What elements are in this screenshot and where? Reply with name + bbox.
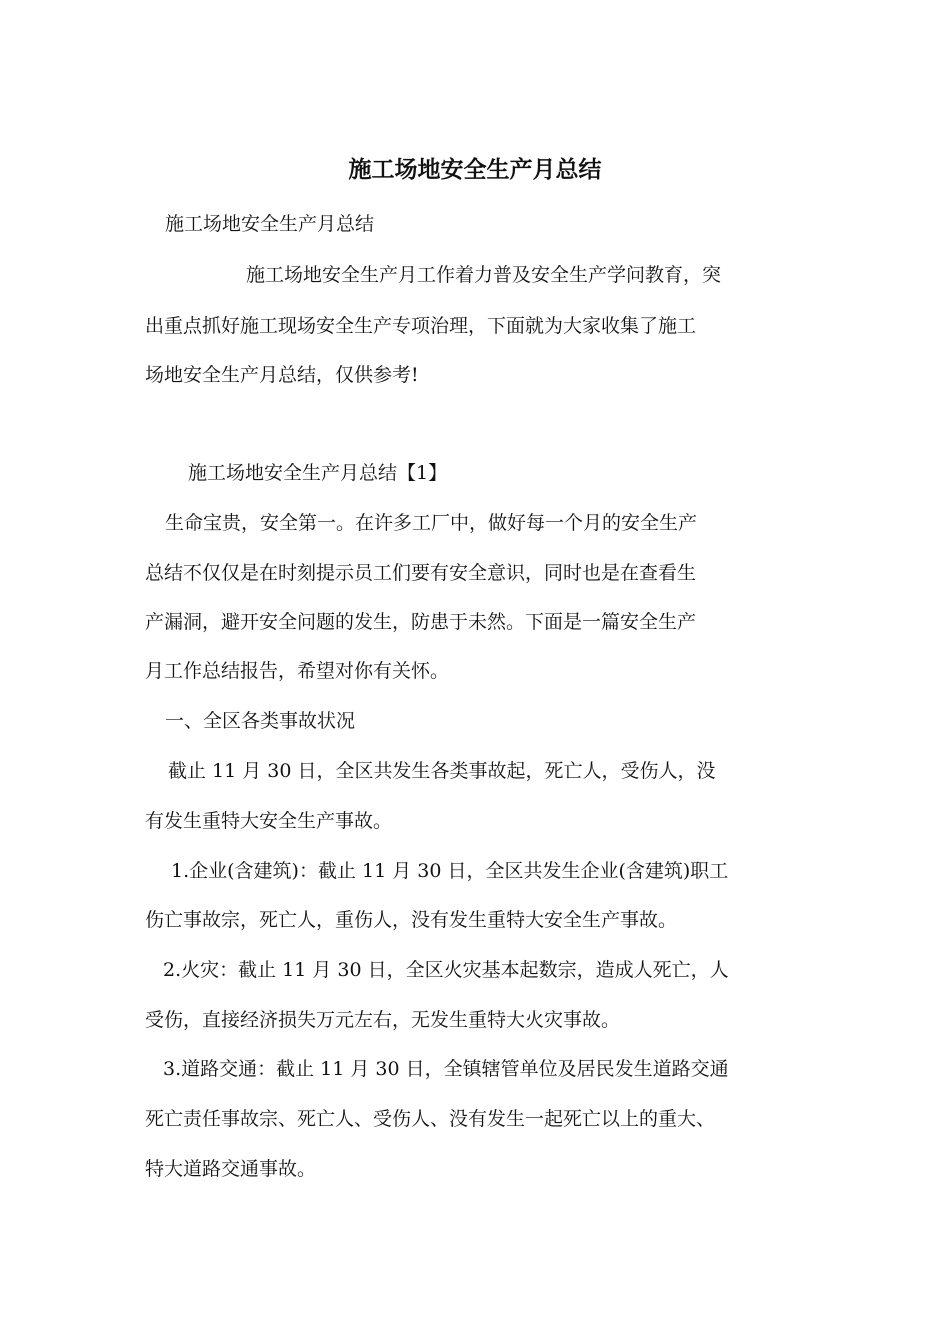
list-item-line: 受伤，直接经济损失万元左右，无发生重特大火灾事故。 <box>145 1009 621 1031</box>
intro-line: 场地安全生产月总结，仅供参考! <box>145 364 419 386</box>
paragraph-line: 产漏洞，避开安全问题的发生，防患于未然。下面是一篇安全生产 <box>145 611 697 633</box>
paragraph-line: 月工作总结报告，希望对你有关怀。 <box>145 660 450 682</box>
list-item-line: 3.道路交通：截止 11 月 30 日，全镇辖管单位及居民发生道路交通 <box>163 1058 729 1080</box>
list-item-line: 伤亡事故宗，死亡人，重伤人，没有发生重特大安全生产事故。 <box>145 909 678 931</box>
list-item-line: 特大道路交通事故。 <box>145 1158 317 1180</box>
intro-line: 施工场地安全生产月工作着力普及安全生产学问教育，突 <box>246 264 722 286</box>
paragraph-line: 有发生重特大安全生产事故。 <box>145 810 393 832</box>
list-item-line: 1.企业(含建筑)：截止 11 月 30 日，全区共发生企业(含建筑)职工 <box>171 860 729 882</box>
document-subtitle: 施工场地安全生产月总结 <box>165 213 375 235</box>
paragraph-line: 截止 11 月 30 日，全区共发生各类事故起，死亡人，受伤人，没 <box>168 760 716 782</box>
list-item-line: 死亡责任事故宗、死亡人、受伤人、没有发生一起死亡以上的重大、 <box>145 1108 716 1130</box>
paragraph-line: 生命宝贵，安全第一。在许多工厂中，做好每一个月的安全生产 <box>165 512 698 534</box>
section-heading: 施工场地安全生产月总结【1】 <box>188 462 448 484</box>
subsection-heading: 一、全区各类事故状况 <box>165 710 356 732</box>
paragraph-line: 总结不仅仅是在时刻提示员工们要有安全意识，同时也是在查看生 <box>145 562 697 584</box>
document-title: 施工场地安全生产月总结 <box>348 156 602 183</box>
list-item-line: 2.火灾：截止 11 月 30 日，全区火灾基本起数宗，造成人死亡，人 <box>163 959 729 981</box>
intro-line: 出重点抓好施工现场安全生产专项治理，下面就为大家收集了施工 <box>145 315 697 337</box>
